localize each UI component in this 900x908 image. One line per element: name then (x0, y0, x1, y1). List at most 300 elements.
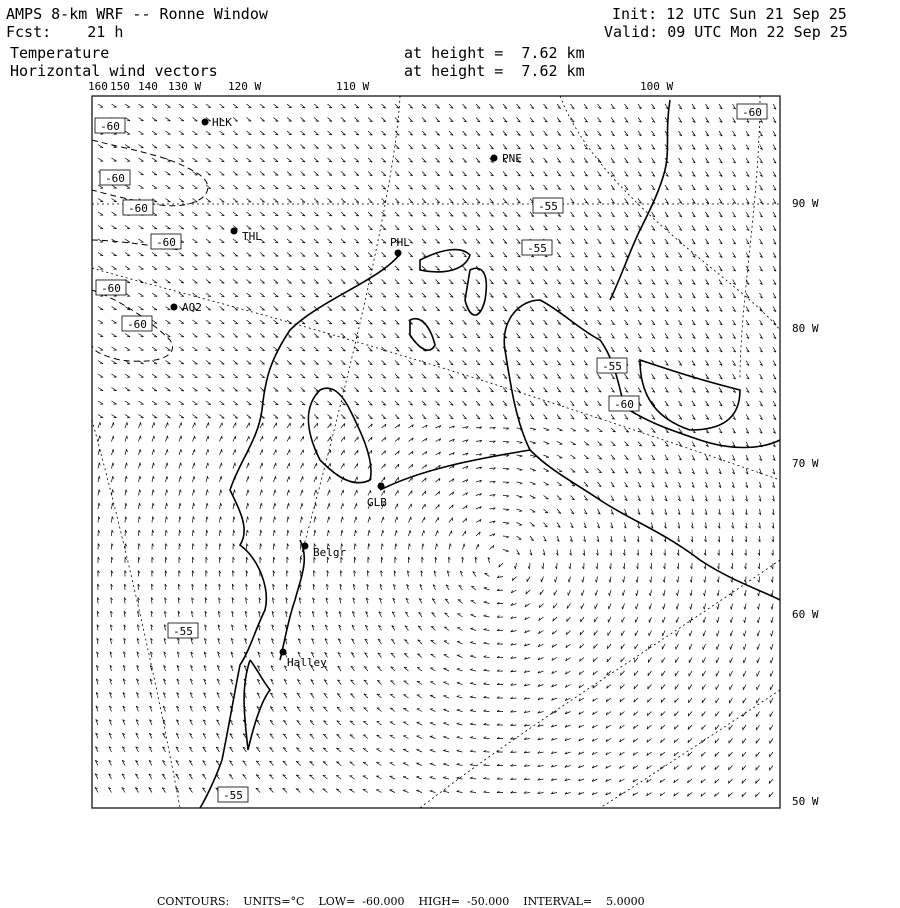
wind-vector (395, 464, 399, 469)
wind-vector (220, 293, 225, 297)
wind-vector (530, 158, 534, 163)
wind-vector (378, 653, 382, 658)
wind-vector (517, 199, 521, 204)
wind-vector (524, 697, 530, 699)
wind-vector (633, 739, 638, 743)
wind-vector (193, 388, 198, 392)
wind-vector (584, 280, 588, 285)
svg-text:-60: -60 (127, 318, 147, 331)
wind-vector (273, 571, 275, 577)
wind-vector (390, 681, 395, 685)
wind-vector (758, 550, 760, 556)
wind-vector (476, 506, 481, 509)
wind-vector (122, 733, 125, 738)
station-phl (390, 236, 410, 257)
wind-vector (511, 657, 517, 659)
wind-vector (773, 172, 776, 177)
wind-vector (379, 612, 382, 617)
wind-vector (584, 226, 588, 231)
wind-vector (530, 320, 534, 325)
svg-text:-55: -55 (223, 789, 243, 802)
wind-vector (409, 226, 413, 230)
wind-vector (476, 454, 482, 456)
wind-vector (206, 320, 211, 324)
contour-label (609, 396, 639, 411)
wind-vector (517, 226, 521, 231)
wind-vector (233, 503, 235, 509)
wind-vector (652, 226, 656, 231)
wind-vector (745, 536, 747, 542)
wind-vector (517, 131, 521, 136)
wind-vector (490, 320, 494, 324)
wind-vector (395, 415, 399, 419)
wind-vector (449, 145, 453, 149)
wind-vector (287, 544, 289, 550)
wind-vector (771, 577, 773, 583)
wind-vector (404, 653, 408, 657)
wind-vector (706, 212, 709, 217)
wind-vector (692, 307, 695, 312)
wind-vector (363, 735, 368, 739)
wind-vector (341, 266, 346, 270)
wind-vector (139, 131, 144, 134)
wind-vector (503, 496, 509, 498)
wind-vector (314, 374, 319, 378)
wind-vector (443, 790, 449, 792)
wind-vector (98, 476, 100, 482)
svg-text:-60: -60 (742, 106, 762, 119)
wind-vector (503, 469, 509, 471)
wind-vector (355, 131, 359, 135)
wind-vector (476, 118, 480, 122)
wind-vector (578, 765, 584, 767)
wind-vector (706, 118, 709, 123)
wind-vector (436, 388, 440, 392)
wind-vector (665, 388, 668, 393)
wind-vector (395, 361, 399, 365)
wind-vector (363, 776, 368, 779)
wind-vector (193, 266, 198, 270)
wind-vector (393, 598, 395, 604)
wind-vector (256, 734, 260, 739)
wind-vector (193, 436, 196, 442)
wind-vector (476, 440, 482, 442)
wind-vector (635, 644, 638, 649)
wind-vector (625, 145, 629, 150)
wind-vector (274, 436, 277, 441)
wind-vector (233, 463, 236, 469)
wind-vector (770, 671, 773, 677)
wind-vector (652, 482, 655, 487)
wind-vector (152, 185, 157, 188)
wind-vector (409, 172, 413, 176)
wind-vector (652, 496, 654, 502)
wind-vector (460, 571, 463, 577)
wind-vector (395, 438, 400, 442)
wind-vector (760, 199, 763, 204)
wind-vector (124, 625, 126, 631)
wind-vector (218, 625, 220, 631)
wind-vector (328, 320, 333, 324)
wind-vector (445, 599, 449, 604)
wind-vector (152, 334, 157, 337)
wind-vector (611, 145, 615, 150)
wind-vector (112, 401, 117, 404)
wind-vector (746, 199, 749, 204)
wind-vector (136, 733, 139, 738)
wind-vector (557, 145, 561, 150)
wind-vector (719, 172, 722, 177)
wind-vector (449, 492, 454, 496)
wind-vector (287, 347, 292, 351)
wind-vector (733, 401, 736, 406)
wind-vector (377, 708, 382, 712)
station-glb (367, 483, 387, 510)
wind-vector (648, 698, 652, 702)
wind-vector (403, 749, 408, 752)
wind-vector (206, 557, 208, 563)
wind-vector (649, 617, 652, 623)
wind-vector (544, 320, 548, 325)
wind-vector (490, 334, 494, 338)
field-wind-vectors: Horizontal wind vectors (10, 62, 218, 80)
wind-vector (732, 469, 734, 475)
wind-vector (476, 212, 480, 216)
wind-vector (139, 422, 142, 428)
wind-vector (336, 762, 341, 766)
wind-vector (571, 509, 575, 514)
wind-vector (759, 455, 761, 461)
wind-vector (299, 625, 301, 631)
wind-vector (338, 652, 341, 657)
height-temperature: at height = 7.62 km (404, 44, 585, 62)
wind-vector (719, 145, 722, 150)
wind-vector (314, 517, 316, 523)
wind-vector (571, 131, 575, 136)
wind-vector (436, 478, 441, 482)
wind-vector (490, 441, 496, 443)
wind-vector (112, 361, 117, 364)
wind-vector (287, 307, 292, 311)
wind-vector (571, 253, 575, 258)
wind-vector (179, 361, 184, 364)
wind-vector (368, 293, 372, 297)
wind-vector (247, 266, 252, 270)
wind-vector (459, 585, 463, 590)
wind-vector (571, 293, 575, 298)
wind-vector (256, 761, 260, 766)
wind-vector (449, 401, 453, 405)
wind-vector (497, 764, 503, 766)
wind-vector (719, 469, 721, 475)
wind-vector (676, 617, 679, 623)
wind-vector (206, 388, 211, 392)
wind-vector (543, 550, 545, 556)
wind-vector (96, 719, 98, 725)
wind-vector (517, 212, 521, 217)
wind-vector (730, 631, 732, 637)
wind-vector (395, 293, 399, 297)
wind-vector (758, 536, 760, 542)
wind-vector (328, 361, 333, 365)
wind-vector (742, 752, 746, 757)
wind-vector (368, 212, 372, 216)
wind-vector (341, 490, 344, 496)
wind-vector (98, 145, 103, 148)
wind-vector (193, 347, 198, 351)
wind-vector (233, 199, 238, 203)
wind-vector (625, 320, 629, 325)
wind-vector (436, 491, 440, 495)
wind-vector (692, 442, 695, 447)
wind-vector (122, 774, 125, 779)
wind-vector (220, 266, 225, 270)
wind-vector (301, 280, 306, 284)
wind-vector (662, 631, 665, 637)
wind-vector (382, 280, 386, 284)
wind-vector (503, 428, 509, 430)
wind-vector (497, 656, 503, 658)
wind-vector (625, 226, 629, 231)
wind-vector (773, 388, 776, 393)
wind-vector (490, 347, 494, 351)
wind-vector (557, 226, 561, 231)
svg-text:-55: -55 (173, 625, 193, 638)
wind-vector (323, 734, 327, 738)
station-belgr (302, 543, 347, 560)
wind-vector (676, 631, 679, 637)
wind-vector (193, 158, 198, 162)
wind-vector (341, 437, 345, 442)
wind-vector (112, 226, 117, 229)
wind-vector (719, 253, 722, 258)
wind-vector (719, 185, 722, 190)
wind-vector (125, 226, 130, 229)
wind-vector (458, 600, 463, 604)
wind-vector (743, 671, 746, 677)
wind-vector (152, 145, 157, 148)
wind-vector (689, 631, 692, 637)
wind-vector (679, 199, 682, 204)
wind-vector (366, 598, 368, 604)
wind-vector (676, 604, 678, 610)
wind-vector (611, 280, 615, 285)
contour-label (151, 234, 181, 249)
wind-vector (258, 652, 260, 658)
wind-vector (233, 253, 238, 257)
wind-vector (771, 604, 773, 610)
wind-vector (110, 625, 112, 631)
wind-vector (287, 374, 292, 378)
wind-vector (193, 374, 198, 378)
wind-vector (638, 307, 642, 312)
wind-vector (729, 752, 733, 757)
wind-vector (409, 199, 413, 203)
wind-vector (772, 482, 774, 488)
wind-vector (260, 280, 265, 284)
wind-vector (729, 739, 733, 744)
wind-vector (705, 523, 707, 529)
wind-vector (351, 680, 355, 685)
wind-vector (557, 415, 561, 420)
wind-vector (638, 185, 642, 190)
wind-vector (598, 469, 602, 473)
wind-vector (409, 361, 413, 365)
wind-vector (274, 401, 279, 405)
wind-vector (368, 334, 372, 338)
wind-vector (193, 449, 196, 455)
wind-vector (665, 374, 668, 379)
wind-vector (517, 118, 521, 123)
wind-vector (341, 185, 346, 189)
wind-vector (190, 733, 193, 738)
wind-vector (476, 239, 480, 243)
wind-vector (730, 658, 733, 664)
wind-vector (166, 436, 169, 442)
wind-vector (436, 131, 440, 135)
wind-vector (705, 509, 707, 515)
wind-vector (579, 725, 584, 728)
wind-vector (139, 490, 141, 496)
top-axis-label: 150 (110, 80, 130, 93)
wind-vector (598, 253, 602, 258)
wind-vector (556, 550, 558, 556)
wind-vector (503, 199, 507, 204)
wind-vector (409, 504, 412, 509)
wind-vector (206, 239, 211, 243)
wind-vector (436, 226, 440, 230)
wind-vector (422, 131, 426, 135)
wind-vector (606, 752, 611, 755)
wind-vector (355, 490, 358, 496)
wind-vector (271, 652, 273, 658)
wind-vector (625, 347, 629, 352)
wind-vector (287, 293, 292, 297)
wind-vector (770, 752, 774, 757)
wind-vector (623, 577, 625, 583)
wind-vector (733, 172, 736, 177)
wind-vector (665, 280, 668, 285)
gridline-parallel-c (600, 690, 780, 808)
contour-label (168, 623, 198, 638)
wind-vector (125, 334, 130, 337)
wind-vector (301, 374, 306, 378)
wind-vector (270, 747, 274, 752)
wind-vector (692, 388, 695, 393)
wind-vector (328, 293, 333, 297)
wind-vector (138, 598, 140, 604)
wind-vector (692, 104, 695, 109)
wind-vector (664, 550, 666, 556)
wind-vector (337, 721, 341, 725)
field-temperature: Temperature (10, 44, 110, 62)
wind-vector (177, 693, 179, 699)
wind-vector (364, 694, 368, 698)
wind-vector (771, 644, 774, 650)
wind-vector (769, 779, 773, 784)
wind-vector (756, 779, 760, 784)
wind-vector (633, 766, 638, 769)
wind-vector (166, 320, 171, 323)
wind-vector (773, 253, 776, 258)
wind-vector (136, 706, 138, 712)
wind-vector (352, 625, 355, 630)
wind-vector (706, 293, 709, 298)
wind-vector (216, 747, 219, 752)
wind-vector (692, 496, 694, 502)
wind-vector (701, 793, 706, 797)
wind-vector (301, 361, 306, 365)
wind-vector (679, 104, 682, 109)
wind-vector (773, 239, 776, 244)
wind-vector (584, 388, 588, 393)
wind-vector (463, 118, 467, 122)
wind-vector (544, 226, 548, 231)
wind-vector (647, 752, 652, 756)
wind-vector (368, 118, 372, 122)
wind-vector (314, 463, 317, 468)
wind-vector (368, 320, 372, 324)
wind-vector (503, 104, 507, 109)
wind-vector (490, 253, 494, 257)
wind-vector (110, 679, 112, 685)
wind-vector (314, 401, 319, 405)
wind-vector (624, 509, 626, 515)
wind-vector (530, 131, 534, 136)
wind-vector (759, 509, 761, 515)
wind-vector (247, 158, 252, 162)
wind-vector (98, 571, 100, 577)
wind-vector (270, 720, 274, 725)
wind-vector (436, 104, 440, 108)
wind-vector (524, 738, 530, 740)
gridline-meridian-a (300, 96, 400, 560)
wind-vector (490, 401, 494, 405)
wind-vector (470, 669, 476, 671)
wind-vector (476, 320, 480, 324)
wind-vector (449, 280, 453, 284)
wind-vector (353, 584, 355, 590)
wind-vector (571, 239, 575, 244)
wind-vector (179, 449, 182, 455)
wind-vector (638, 199, 642, 204)
wind-vector (579, 685, 584, 688)
wind-vector (125, 476, 127, 482)
wind-vector (328, 266, 333, 270)
wind-vector (98, 503, 100, 509)
wind-vector (274, 118, 279, 122)
wind-vector (125, 557, 127, 563)
wind-vector (231, 666, 233, 672)
wind-vector (674, 766, 679, 770)
wind-vector (692, 482, 694, 488)
wind-vector (503, 442, 509, 444)
wind-vector (151, 625, 153, 631)
wind-vector (301, 436, 304, 441)
wind-vector (233, 145, 238, 149)
wind-vector (178, 611, 180, 617)
wind-vector (638, 388, 642, 393)
wind-vector (233, 530, 235, 536)
wind-vector (679, 415, 682, 420)
wind-vector (449, 544, 451, 550)
wind-vector (490, 239, 494, 243)
wind-vector (270, 761, 274, 765)
wind-vector (259, 611, 261, 617)
wind-vector (112, 266, 117, 269)
wind-vector (98, 199, 103, 202)
wind-vector (593, 671, 598, 675)
